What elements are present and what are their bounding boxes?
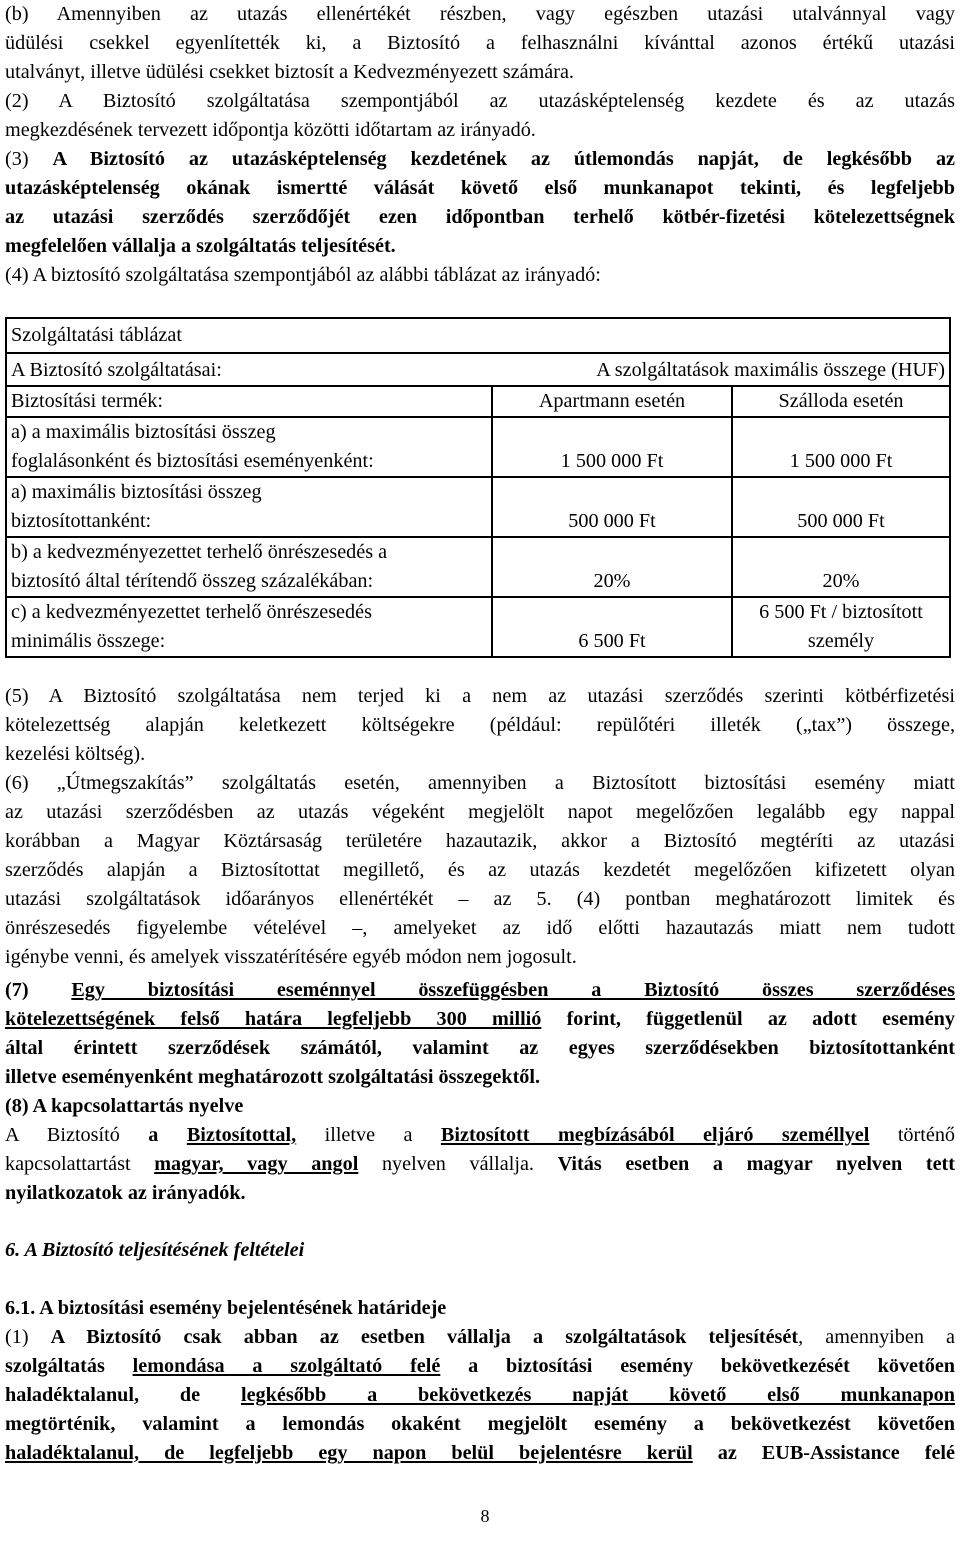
table-header-row: [6, 353, 950, 386]
section-6-1-line: (1) A Biztosító csak abban az esetben vállalja a szolgáltatások teljesítését, amennyiben a: [5, 1326, 956, 1348]
paragraph-3-line: megfelelően vállalja a szolgáltatás teljesítését.: [5, 235, 396, 257]
paragraph-2-line: megkezdésének tervezett időpontja közötti időtartam az irányadó.: [5, 119, 536, 141]
row-hotel-value: személy: [807, 630, 875, 652]
paragraph-b-line: (b) Amennyiben az utazás ellenértékét részben, vagy egészben utazási utalvánnyal vagy: [5, 3, 955, 25]
paragraph-7-line: által érintett szerződések számától, valamint az egyes szerződésekben biztosítottanként: [5, 1037, 955, 1059]
paragraph-8-line: A Biztosító a Biztosítottal, illetve a Biztosított megbízásából eljáró személlyel történő: [5, 1124, 956, 1146]
paragraph-6-line: utazási szolgáltatások időarányos ellenértékét – az 5. (4) pontban meghatározott limitek és: [5, 888, 955, 910]
paragraph-2-line: (2) A Biztosító szolgáltatása szempontjából az utazásképtelenség kezdete és az utazás: [5, 90, 955, 112]
paragraph-5-line: kötelezettség alapján keletkezett költségekre (például: repülőtéri illeték („tax”) összege,: [5, 714, 955, 736]
table-row: [6, 417, 950, 477]
row-hotel-value: 6 500 Ft / biztosított: [759, 601, 923, 623]
row-label-line: a) a maximális biztosítási összeg: [11, 421, 276, 443]
paragraph-6-line: szerződés alapján a Biztosítottat megillető, és az utazás kezdetét megelőzően kifizetett olyan: [5, 859, 955, 881]
section-6-1-line: haladéktalanul, de legfeljebb egy napon belül bejelentésre kerül az EUB-Assistance felé: [5, 1442, 955, 1464]
paragraph-7-line: illetve eseményenként meghatározott szolgáltatási összegektől.: [5, 1066, 541, 1088]
page-number: 8: [480, 1506, 490, 1526]
table-title-row: [6, 318, 950, 353]
row-hotel-value: 500 000 Ft: [732, 477, 950, 537]
table-row: [6, 477, 950, 537]
row-label-line: minimális összege:: [11, 630, 166, 652]
paragraph-7-line: kötelezettségének felső határa legfeljebb 300 millió forint, függetlenül az adott esemény: [5, 1008, 956, 1030]
row-apartment-value: 20%: [492, 537, 732, 597]
paragraph-4: (4) A biztosító szolgáltatása szempontjából az alábbi táblázat az irányadó:: [5, 264, 601, 286]
table-product-label: Biztosítási termék:: [6, 386, 492, 417]
section-6-1-line: szolgáltatás lemondása a szolgáltató felé a biztosítási esemény bekövetkezését követően: [5, 1355, 956, 1377]
row-label-line: biztosítottanként:: [11, 510, 152, 532]
section-6-1-heading: 6.1. A biztosítási esemény bejelentésének határideje: [5, 1297, 447, 1319]
row-apartment-value: 1 500 000 Ft: [492, 417, 732, 477]
paragraph-6-line: korábban a Magyar Köztársaság területére hazautazik, akkor a Biztosító megtéríti az utazási: [5, 830, 955, 852]
paragraph-b-line: üdülési csekkel egyenlítették ki, a Biztosító a felhasználni kívánttal azonos értékű utazási: [5, 32, 955, 54]
paragraph-8-line: nyilatkozatok az irányadók.: [5, 1182, 246, 1204]
row-apartment-value: 500 000 Ft: [492, 477, 732, 537]
row-label-line: foglalásonként és biztosítási eseményenként:: [11, 450, 374, 472]
paragraph-6-line: az utazási szerződésben az utazás végeként megjelölt napot megelőzően legalább egy nappal: [5, 801, 955, 823]
table-row: [6, 537, 950, 597]
paragraph-3-line: az utazási szerződés szerződőjét ezen időpontban terhelő kötbér-fizetési kötelezettségnek: [5, 206, 955, 228]
row-label-line: a) maximális biztosítási összeg: [11, 481, 262, 503]
paragraph-5-line: kezelési költség).: [5, 743, 146, 765]
row-label-line: c) a kedvezményezettet terhelő önrészesedés: [11, 601, 372, 623]
section-6-1-line: haladéktalanul, de legkésőbb a bekövetkezés napját követő első munkanapon: [5, 1384, 955, 1406]
section-6-heading: 6. A Biztosító teljesítésének feltételei: [5, 1239, 305, 1261]
section-6-1-line: megtörténik, valamint a lemondás okaként megjelölt esemény a bekövetkezést követően: [5, 1413, 955, 1435]
table-product-row: [6, 386, 950, 417]
row-label-line: b) a kedvezményezettet terhelő önrészesedés a: [11, 541, 388, 563]
table-header-max-amount: A szolgáltatások maximális összege (HUF): [492, 353, 950, 386]
table-header-services: A Biztosító szolgáltatásai:: [6, 353, 492, 386]
row-hotel-value: 1 500 000 Ft: [732, 417, 950, 477]
paragraph-6-line: önrészesedés figyelembe vételével –, amelyeket az idő előtti hazautazás miatt nem tudott: [5, 917, 955, 939]
paragraph-b-line: utalványt, illetve üdülési csekket biztosít a Kedvezményezett számára.: [5, 61, 574, 83]
paragraph-7-line: (7) Egy biztosítási eseménnyel összefüggésben a Biztosító összes szerződéses: [5, 979, 955, 1001]
service-table: [5, 317, 951, 658]
paragraph-3-line: utazásképtelenség okának ismertté válását követő első munkanapot tekinti, és legfeljebb: [5, 177, 955, 199]
table-title: Szolgáltatási táblázat: [6, 318, 950, 353]
table-row: [6, 597, 950, 657]
row-hotel-value: 20%: [732, 537, 950, 597]
paragraph-3-line: (3) A Biztosító az utazásképtelenség kezdetének az útlemondás napját, de legkésőbb az: [5, 148, 956, 170]
table-apartment-header: Apartmann esetén: [492, 386, 732, 417]
row-label-line: biztosító által térítendő összeg százalékában:: [11, 570, 374, 592]
paragraph-6-line: (6) „Útmegszakítás” szolgáltatás esetén, amennyiben a Biztosított biztosítási esemény miatt: [5, 772, 955, 794]
paragraph-6-line: igénybe venni, és amelyek visszatérítésére egyéb módon nem jogosult.: [5, 946, 577, 968]
paragraph-8-heading: (8) A kapcsolattartás nyelve: [5, 1095, 244, 1117]
table-hotel-header: Szálloda esetén: [732, 386, 950, 417]
row-apartment-value: 6 500 Ft: [492, 597, 732, 657]
paragraph-8-line: kapcsolattartást magyar, vagy angol nyelven vállalja. Vitás esetben a magyar nyelven tett: [5, 1153, 955, 1175]
paragraph-5-line: (5) A Biztosító szolgáltatása nem terjed ki a nem az utazási szerződés szerinti kötbérfizetési: [5, 685, 955, 707]
